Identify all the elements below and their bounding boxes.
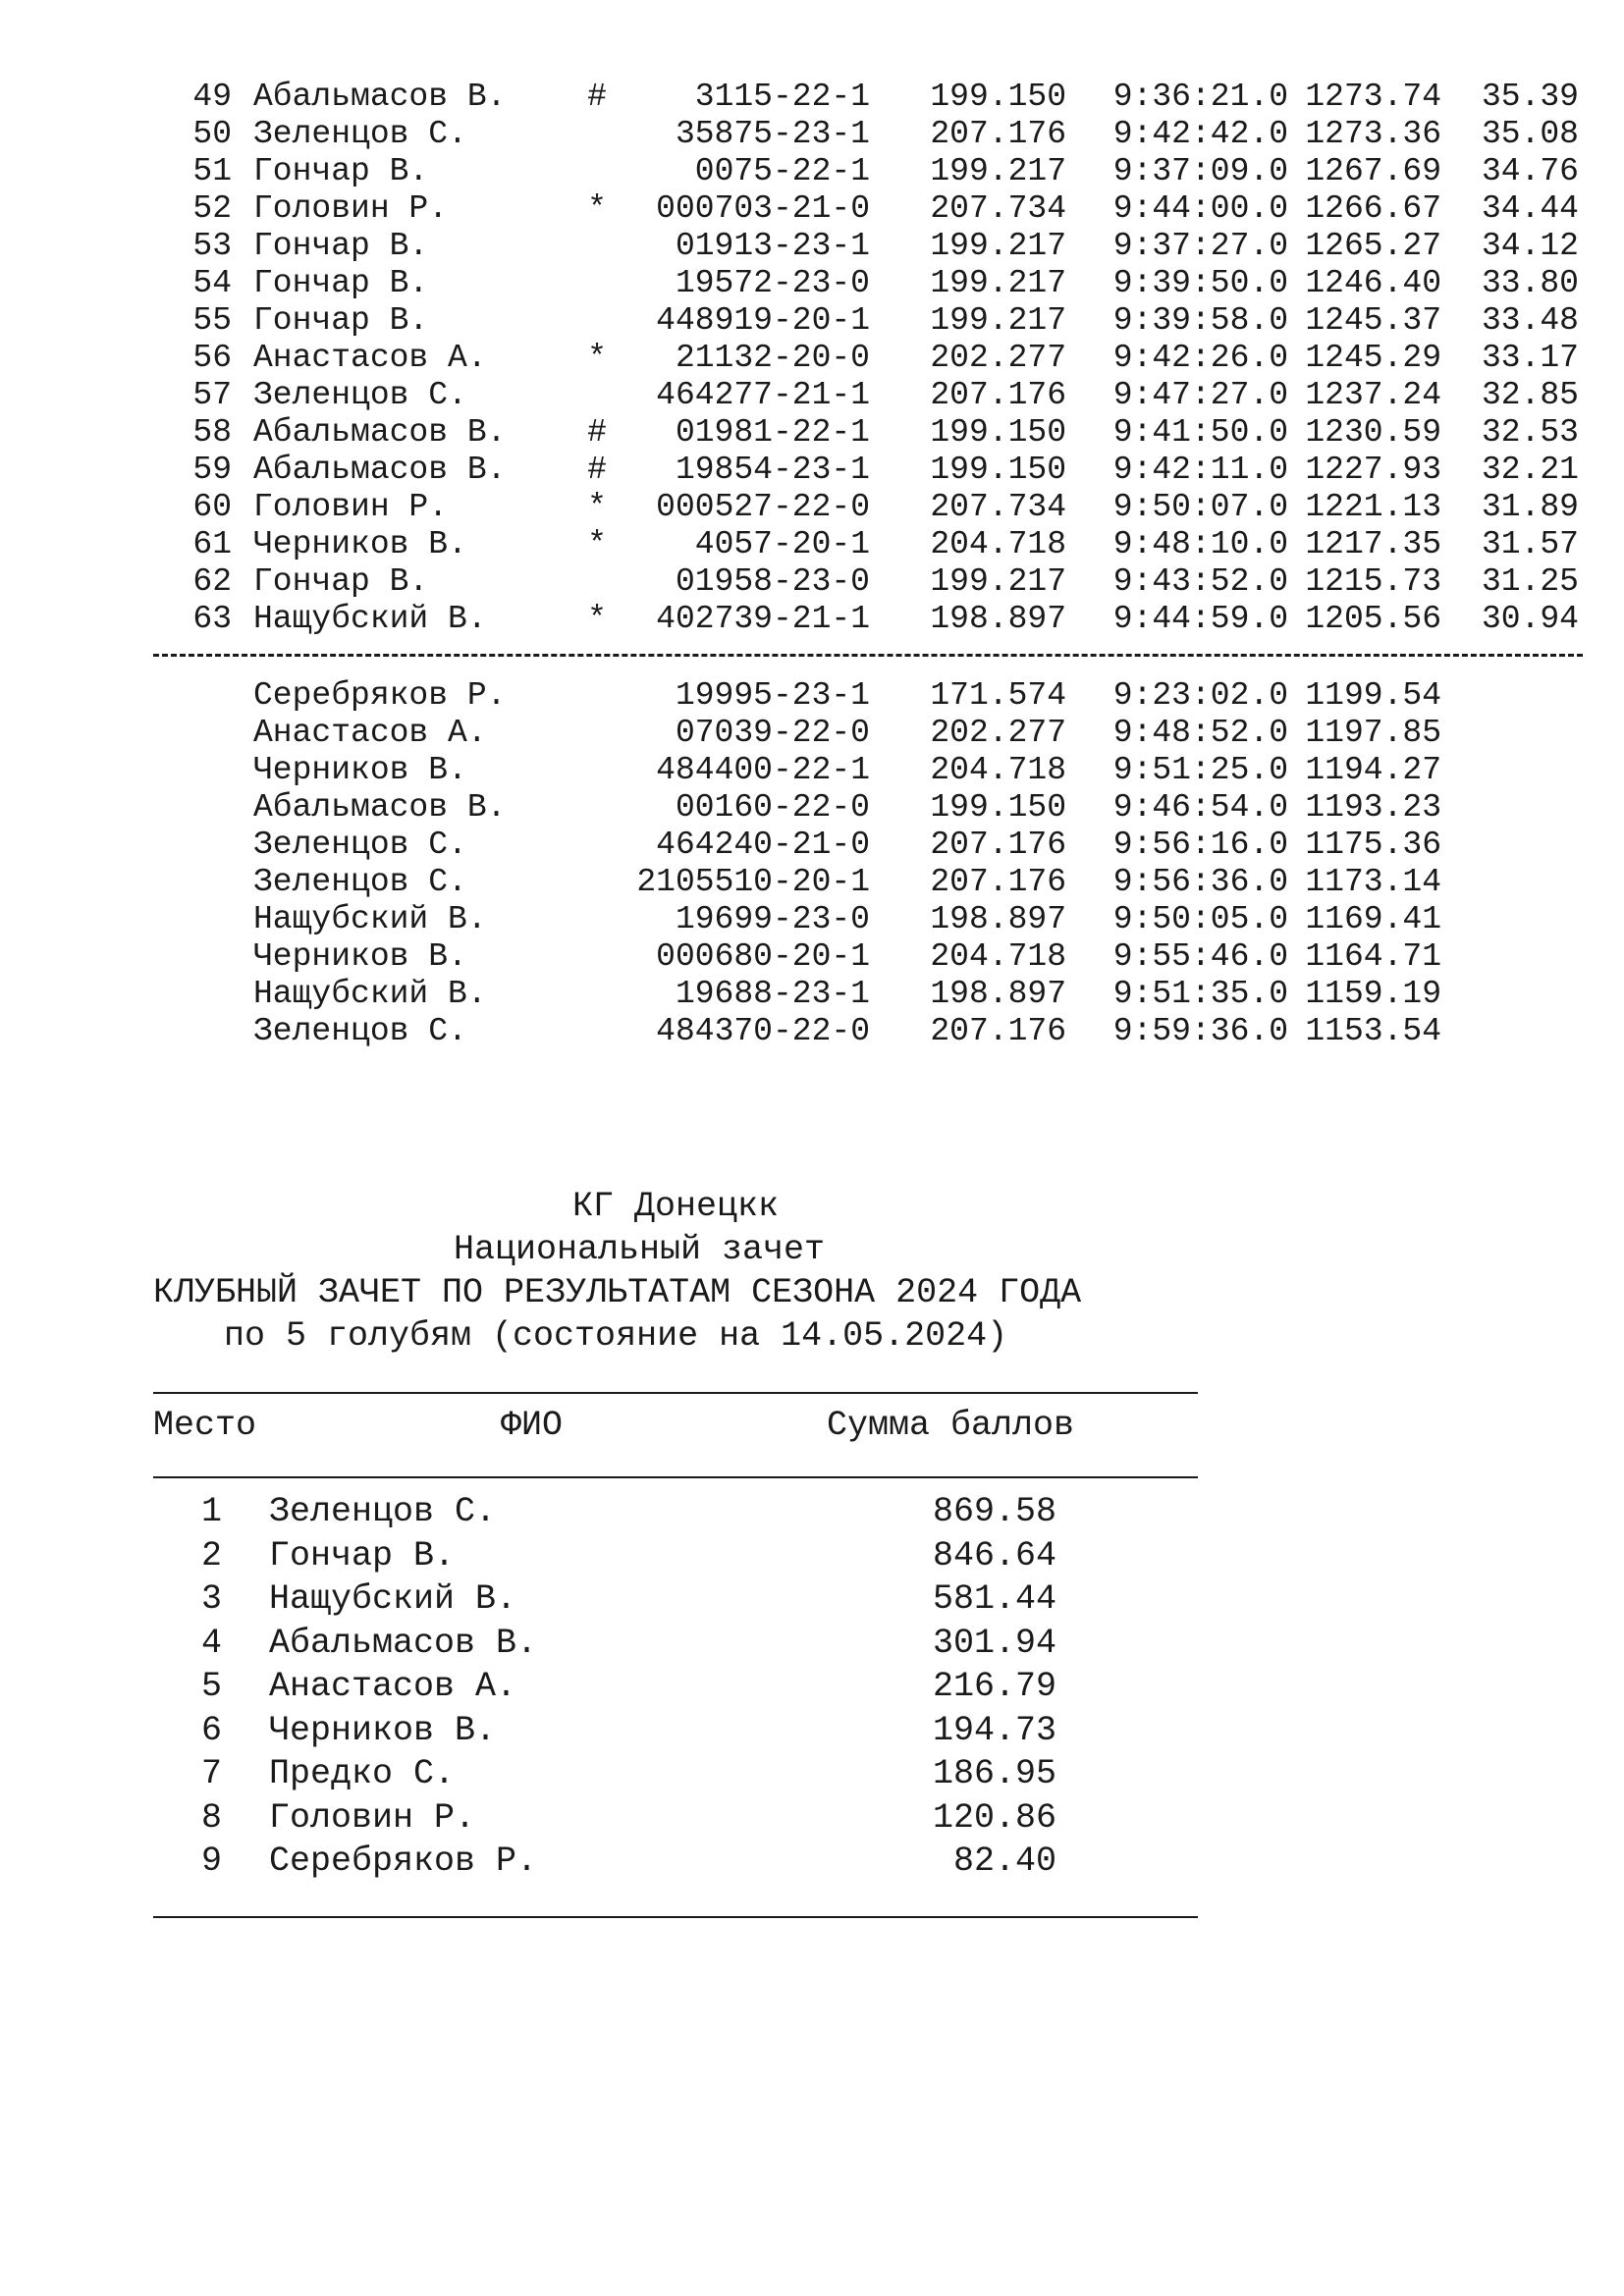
extra-result-row	[0, 976, 1624, 1013]
result-time: 9:37:09.0	[1112, 153, 1288, 189]
result-speed: 1175.36	[1305, 827, 1441, 863]
extra-result-row	[0, 677, 1624, 715]
extra-result-row	[0, 1013, 1624, 1050]
result-speed: 1221.13	[1305, 489, 1441, 525]
result-distance: 207.176	[930, 116, 1066, 152]
club-name: Гончар В.	[269, 1535, 456, 1575]
result-name: Зеленцов С.	[253, 864, 467, 900]
result-mark: *	[587, 526, 607, 562]
top-rule	[153, 1392, 1198, 1394]
result-distance: 199.217	[930, 153, 1066, 189]
result-ring: 01981-22-1	[675, 414, 870, 451]
result-distance: 207.734	[930, 190, 1066, 227]
result-time: 9:55:46.0	[1112, 938, 1288, 975]
extra-result-row	[0, 752, 1624, 789]
result-distance: 202.277	[930, 715, 1066, 751]
result-name: Черников В.	[253, 752, 467, 788]
result-name: Черников В.	[253, 938, 467, 975]
club-sum: 869.58	[932, 1492, 1056, 1531]
result-distance: 199.217	[930, 228, 1066, 264]
bottom-rule	[153, 1916, 1198, 1918]
result-rank: 61	[192, 526, 232, 562]
result-name: Анастасов А.	[253, 340, 487, 376]
result-speed: 1199.54	[1305, 677, 1441, 714]
result-name: Гончар В.	[253, 302, 429, 339]
result-row	[0, 414, 1624, 452]
result-points: 30.94	[1481, 601, 1579, 637]
result-rank: 49	[192, 79, 232, 115]
result-name: Гончар В.	[253, 153, 429, 189]
club-place: 6	[200, 1710, 222, 1750]
result-distance: 207.176	[930, 864, 1066, 900]
result-ring: 3115-22-1	[694, 79, 870, 115]
result-time: 9:39:50.0	[1112, 265, 1288, 301]
club-sum: 82.40	[952, 1842, 1056, 1881]
extra-result-row	[0, 789, 1624, 827]
column-header-fio: ФИО	[501, 1406, 564, 1445]
result-ring: 402739-21-1	[656, 601, 870, 637]
club-sum: 216.79	[932, 1667, 1056, 1706]
result-speed: 1164.71	[1305, 938, 1441, 975]
header-rule	[153, 1476, 1198, 1478]
result-time: 9:48:10.0	[1112, 526, 1288, 562]
result-row	[0, 265, 1624, 302]
result-points: 34.44	[1481, 190, 1579, 227]
result-speed: 1265.27	[1305, 228, 1441, 264]
club-name: Зеленцов С.	[269, 1492, 497, 1531]
result-name: Абальмасов В.	[253, 79, 507, 115]
result-rank: 56	[192, 340, 232, 376]
result-distance: 171.574	[930, 677, 1066, 714]
result-name: Анастасов А.	[253, 715, 487, 751]
club-row	[0, 1490, 1624, 1533]
result-rank: 54	[192, 265, 232, 301]
result-speed: 1153.54	[1305, 1013, 1441, 1049]
result-time: 9:37:27.0	[1112, 228, 1288, 264]
result-rank: 58	[192, 414, 232, 451]
result-distance: 198.897	[930, 976, 1066, 1012]
column-header-place: Место	[153, 1406, 257, 1445]
result-speed: 1273.74	[1305, 79, 1441, 115]
club-name: Предко С.	[269, 1754, 456, 1793]
result-distance: 199.150	[930, 414, 1066, 451]
result-name: Нащубский В.	[253, 901, 487, 937]
club-name: Абальмасов В.	[269, 1623, 538, 1663]
result-distance: 207.734	[930, 489, 1066, 525]
result-row	[0, 79, 1624, 116]
club-place: 5	[200, 1667, 222, 1706]
result-time: 9:51:25.0	[1112, 752, 1288, 788]
result-ring: 19699-23-0	[675, 901, 870, 937]
result-rank: 63	[192, 601, 232, 637]
result-speed: 1205.56	[1305, 601, 1441, 637]
club-name: Серебряков Р.	[269, 1842, 538, 1881]
result-row	[0, 601, 1624, 638]
result-time: 9:56:16.0	[1112, 827, 1288, 863]
result-mark: #	[587, 79, 607, 115]
club-row	[0, 1622, 1624, 1665]
result-ring: 19995-23-1	[675, 677, 870, 714]
result-rank: 57	[192, 377, 232, 413]
result-time: 9:42:26.0	[1112, 340, 1288, 376]
result-points: 35.39	[1481, 79, 1579, 115]
result-time: 9:23:02.0	[1112, 677, 1288, 714]
club-name: Черников В.	[269, 1710, 497, 1750]
result-distance: 204.718	[930, 752, 1066, 788]
club-row	[0, 1709, 1624, 1752]
result-ring: 35875-23-1	[675, 116, 870, 152]
result-ring: 19572-23-0	[675, 265, 870, 301]
result-row	[0, 340, 1624, 377]
club-title-heading: КЛУБНЫЙ ЗАЧЕТ ПО РЕЗУЛЬТАТАМ СЕЗОНА 2024 ГОДА	[153, 1273, 1082, 1312]
result-name: Серебряков Р.	[253, 677, 507, 714]
club-org-heading: КГ Донецкк	[572, 1187, 780, 1226]
result-time: 9:44:00.0	[1112, 190, 1288, 227]
club-place: 3	[200, 1579, 222, 1619]
result-name: Абальмасов В.	[253, 414, 507, 451]
result-speed: 1237.24	[1305, 377, 1441, 413]
result-row	[0, 526, 1624, 563]
club-row	[0, 1534, 1624, 1577]
result-time: 9:44:59.0	[1112, 601, 1288, 637]
club-place: 2	[200, 1535, 222, 1575]
result-ring: 464277-21-1	[656, 377, 870, 413]
result-row	[0, 377, 1624, 414]
result-points: 32.53	[1481, 414, 1579, 451]
club-sum: 581.44	[932, 1579, 1056, 1619]
club-row	[0, 1796, 1624, 1840]
result-row	[0, 153, 1624, 190]
result-row	[0, 452, 1624, 489]
result-time: 9:50:05.0	[1112, 901, 1288, 937]
result-speed: 1173.14	[1305, 864, 1441, 900]
result-mark: *	[587, 601, 607, 637]
result-name: Абальмасов В.	[253, 452, 507, 488]
result-name: Зеленцов С.	[253, 377, 467, 413]
result-rank: 59	[192, 452, 232, 488]
club-name: Анастасов А.	[269, 1667, 517, 1706]
result-distance: 199.217	[930, 563, 1066, 600]
result-distance: 199.217	[930, 302, 1066, 339]
result-ring: 01913-23-1	[675, 228, 870, 264]
result-distance: 207.176	[930, 377, 1066, 413]
club-sum: 846.64	[932, 1535, 1056, 1575]
result-mark: *	[587, 190, 607, 227]
result-speed: 1227.93	[1305, 452, 1441, 488]
result-ring: 000680-20-1	[656, 938, 870, 975]
result-time: 9:59:36.0	[1112, 1013, 1288, 1049]
result-speed: 1245.29	[1305, 340, 1441, 376]
result-ring: 000527-22-0	[656, 489, 870, 525]
club-row	[0, 1577, 1624, 1621]
result-distance: 204.718	[930, 938, 1066, 975]
result-time: 9:46:54.0	[1112, 789, 1288, 826]
column-header-sum: Сумма баллов	[827, 1406, 1075, 1445]
result-ring: 484370-22-0	[656, 1013, 870, 1049]
result-speed: 1197.85	[1305, 715, 1441, 751]
extra-result-row	[0, 938, 1624, 976]
result-rank: 62	[192, 563, 232, 600]
result-points: 31.25	[1481, 563, 1579, 600]
result-ring: 00160-22-0	[675, 789, 870, 826]
result-ring: 464240-21-0	[656, 827, 870, 863]
result-distance: 198.897	[930, 601, 1066, 637]
club-row	[0, 1752, 1624, 1795]
club-place: 1	[200, 1492, 222, 1531]
result-points: 34.76	[1481, 153, 1579, 189]
result-ring: 21132-20-0	[675, 340, 870, 376]
result-points: 33.17	[1481, 340, 1579, 376]
result-speed: 1215.73	[1305, 563, 1441, 600]
result-ring: 484400-22-1	[656, 752, 870, 788]
result-speed: 1159.19	[1305, 976, 1441, 1012]
result-row	[0, 563, 1624, 601]
result-distance: 199.217	[930, 265, 1066, 301]
result-ring: 000703-21-0	[656, 190, 870, 227]
result-ring: 0075-22-1	[694, 153, 870, 189]
club-sum: 301.94	[932, 1623, 1056, 1663]
club-name: Нащубский В.	[269, 1579, 517, 1619]
result-row	[0, 302, 1624, 340]
result-distance: 198.897	[930, 901, 1066, 937]
result-row	[0, 190, 1624, 228]
result-speed: 1169.41	[1305, 901, 1441, 937]
club-sum: 186.95	[932, 1754, 1056, 1793]
result-points: 31.89	[1481, 489, 1579, 525]
result-speed: 1194.27	[1305, 752, 1441, 788]
result-name: Зеленцов С.	[253, 827, 467, 863]
extra-result-row	[0, 715, 1624, 752]
club-row	[0, 1840, 1624, 1883]
result-speed: 1217.35	[1305, 526, 1441, 562]
club-place: 9	[200, 1842, 222, 1881]
club-name: Головин Р.	[269, 1797, 476, 1838]
dashed-separator	[153, 654, 1583, 657]
club-place: 7	[200, 1754, 222, 1793]
result-distance: 204.718	[930, 526, 1066, 562]
result-distance: 199.150	[930, 79, 1066, 115]
result-mark: *	[587, 489, 607, 525]
result-mark: #	[587, 452, 607, 488]
result-ring: 2105510-20-1	[636, 864, 870, 900]
result-speed: 1230.59	[1305, 414, 1441, 451]
result-time: 9:42:11.0	[1112, 452, 1288, 488]
result-name: Головин Р.	[253, 489, 449, 525]
club-category-heading: Национальный зачет	[454, 1230, 826, 1269]
result-mark: #	[587, 414, 607, 451]
result-name: Гончар В.	[253, 265, 429, 301]
result-ring: 19854-23-1	[675, 452, 870, 488]
result-rank: 52	[192, 190, 232, 227]
result-name: Черников В.	[253, 526, 467, 562]
result-points: 34.12	[1481, 228, 1579, 264]
club-sum: 120.86	[932, 1797, 1056, 1838]
result-time: 9:42:42.0	[1112, 116, 1288, 152]
result-points: 31.57	[1481, 526, 1579, 562]
result-rank: 51	[192, 153, 232, 189]
result-rank: 53	[192, 228, 232, 264]
result-row	[0, 116, 1624, 153]
result-ring: 01958-23-0	[675, 563, 870, 600]
result-name: Нащубский В.	[253, 976, 487, 1012]
result-speed: 1266.67	[1305, 190, 1441, 227]
result-speed: 1273.36	[1305, 116, 1441, 152]
result-points: 32.85	[1481, 377, 1579, 413]
result-name: Зеленцов С.	[253, 1013, 467, 1049]
result-mark: *	[587, 340, 607, 376]
result-time: 9:36:21.0	[1112, 79, 1288, 115]
result-speed: 1245.37	[1305, 302, 1441, 339]
result-distance: 199.150	[930, 789, 1066, 826]
result-ring: 19688-23-1	[675, 976, 870, 1012]
result-distance: 207.176	[930, 827, 1066, 863]
result-rank: 55	[192, 302, 232, 339]
result-name: Зеленцов С.	[253, 116, 467, 152]
result-name: Гончар В.	[253, 228, 429, 264]
club-sum: 194.73	[932, 1710, 1056, 1750]
result-name: Головин Р.	[253, 190, 449, 227]
result-ring: 448919-20-1	[656, 302, 870, 339]
result-points: 33.80	[1481, 265, 1579, 301]
result-points: 32.21	[1481, 452, 1579, 488]
club-place: 4	[200, 1623, 222, 1663]
result-time: 9:51:35.0	[1112, 976, 1288, 1012]
result-distance: 207.176	[930, 1013, 1066, 1049]
result-name: Нащубский В.	[253, 601, 487, 637]
club-place: 8	[200, 1797, 222, 1838]
result-row	[0, 489, 1624, 526]
result-rank: 60	[192, 489, 232, 525]
extra-result-row	[0, 864, 1624, 901]
result-name: Гончар В.	[253, 563, 429, 600]
result-time: 9:50:07.0	[1112, 489, 1288, 525]
result-time: 9:47:27.0	[1112, 377, 1288, 413]
result-rank: 50	[192, 116, 232, 152]
result-time: 9:39:58.0	[1112, 302, 1288, 339]
extra-result-row	[0, 827, 1624, 864]
result-distance: 202.277	[930, 340, 1066, 376]
result-ring: 07039-22-0	[675, 715, 870, 751]
result-speed: 1267.69	[1305, 153, 1441, 189]
result-time: 9:43:52.0	[1112, 563, 1288, 600]
result-speed: 1193.23	[1305, 789, 1441, 826]
result-speed: 1246.40	[1305, 265, 1441, 301]
club-row	[0, 1665, 1624, 1708]
club-subtitle-heading: по 5 голубям (состояние на 14.05.2024)	[224, 1316, 1008, 1356]
result-time: 9:48:52.0	[1112, 715, 1288, 751]
result-time: 9:41:50.0	[1112, 414, 1288, 451]
result-name: Абальмасов В.	[253, 789, 507, 826]
result-ring: 4057-20-1	[694, 526, 870, 562]
result-points: 35.08	[1481, 116, 1579, 152]
result-time: 9:56:36.0	[1112, 864, 1288, 900]
result-row	[0, 228, 1624, 265]
result-points: 33.48	[1481, 302, 1579, 339]
extra-result-row	[0, 901, 1624, 938]
result-distance: 199.150	[930, 452, 1066, 488]
